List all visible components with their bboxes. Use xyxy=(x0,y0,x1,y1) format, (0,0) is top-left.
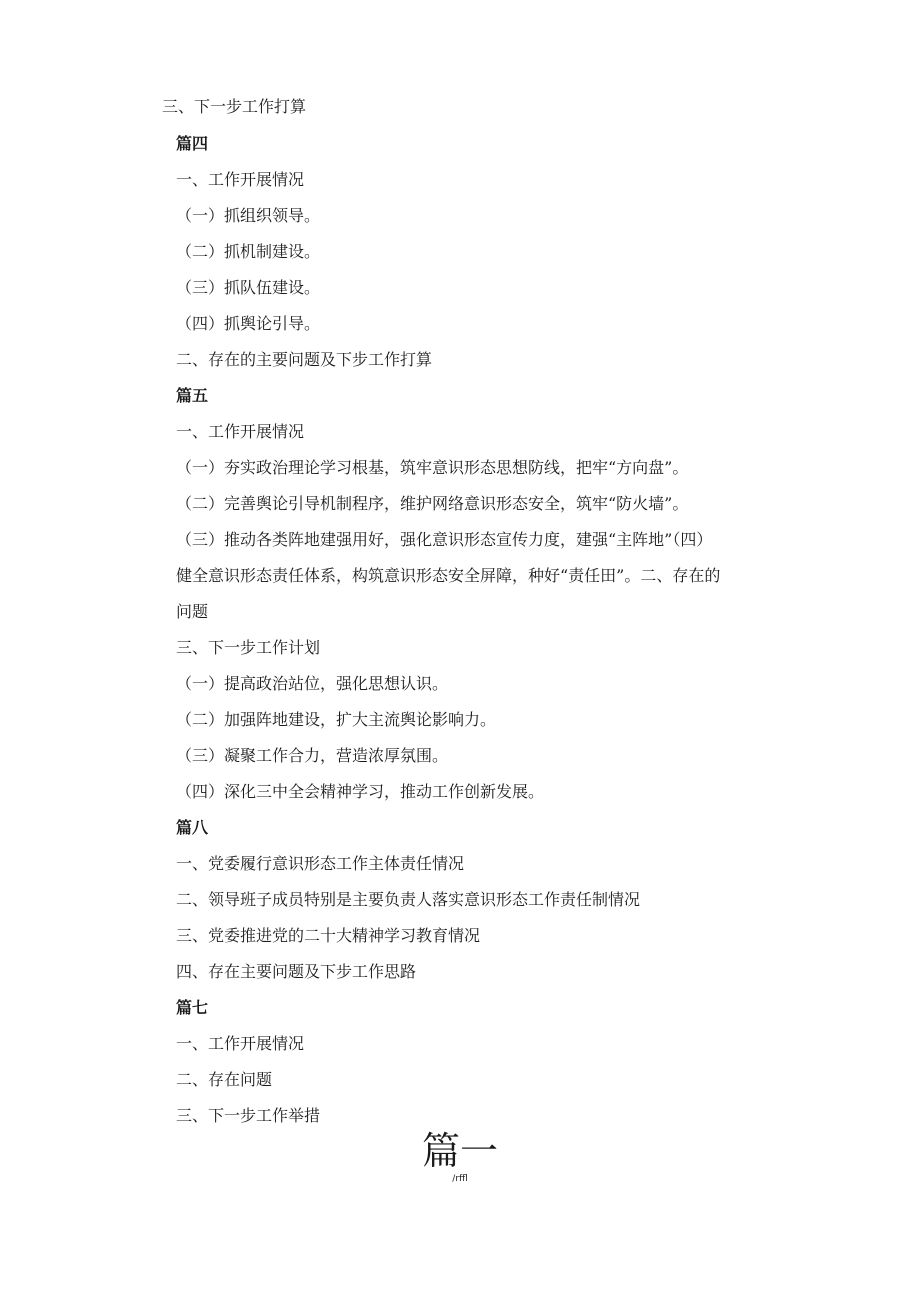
section-heading: 三、下一步工作举措 xyxy=(176,1106,321,1125)
section-heading: 二、存在的主要问题及下步工作打算 xyxy=(176,350,433,369)
section-heading: 二、存在问题 xyxy=(176,1070,273,1089)
section-heading: 四、存在主要问题及下步工作思路 xyxy=(176,962,417,981)
section-heading: 一、工作开展情况 xyxy=(176,170,305,189)
chapter-title: 篇八 xyxy=(176,818,209,837)
large-chapter-title: 篇一 xyxy=(421,1129,498,1173)
list-item: （四）深化三中全会精神学习，推动工作创新发展。 xyxy=(176,782,545,801)
list-item: （三）抓队伍建设。 xyxy=(176,278,321,297)
section-heading: 一、工作开展情况 xyxy=(176,1034,305,1053)
list-item: （三）凝聚工作合力，营造浓厚氛围。 xyxy=(176,746,449,765)
section-heading: 二、领导班子成员特别是主要负责人落实意识形态工作责任制情况 xyxy=(176,890,641,909)
list-item: （四）抓舆论引导。 xyxy=(176,314,321,333)
list-item: （二）抓机制建设。 xyxy=(176,242,321,261)
section-heading: 三、下一步工作打算 xyxy=(162,97,307,116)
section-heading: 一、党委履行意识形态工作主体责任情况 xyxy=(176,854,465,873)
section-heading: 一、工作开展情况 xyxy=(176,422,305,441)
list-item: （一）夯实政治理论学习根基，筑牢意识形态思想防线，把牢“方向盘”。 xyxy=(176,458,689,477)
chapter-title: 篇五 xyxy=(176,386,209,405)
list-item: （三）推动各类阵地建强用好，强化意识形态宣传力度，建强“主阵地”（四） xyxy=(176,530,713,549)
paragraph-line: 问题 xyxy=(176,602,209,621)
chapter-title: 篇七 xyxy=(176,998,209,1017)
footer-note: /rffl xyxy=(452,1174,468,1184)
list-item: （二）完善舆论引导机制程序，维护网络意识形态安全，筑牢“防火墙”。 xyxy=(176,494,689,513)
list-item: （二）加强阵地建设，扩大主流舆论影响力。 xyxy=(176,710,497,729)
section-heading: 三、党委推进党的二十大精神学习教育情况 xyxy=(176,926,481,945)
list-item: （一）抓组织领导。 xyxy=(176,206,321,225)
chapter-title: 篇四 xyxy=(176,134,209,153)
list-item: （一）提高政治站位，强化思想认识。 xyxy=(176,674,449,693)
paragraph-line: 健全意识形态责任体系，构筑意识形态安全屏障，种好“责任田”。二、存在的 xyxy=(176,566,721,585)
section-heading: 三、下一步工作计划 xyxy=(176,638,321,657)
